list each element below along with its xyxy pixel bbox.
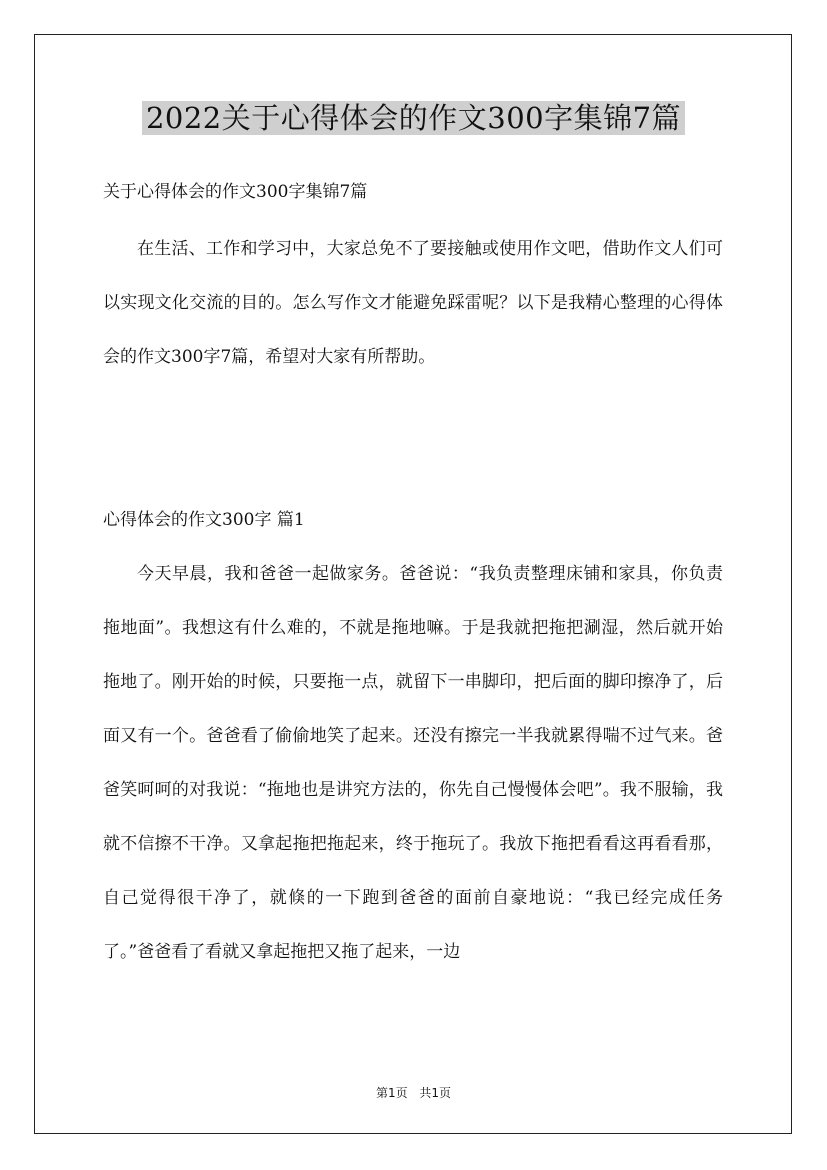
document-title: 2022关于心得体会的作文300字集锦7篇 [142, 101, 685, 135]
page-footer [0, 1085, 827, 1101]
section-heading: 心得体会的作文300字 篇1 [103, 510, 305, 530]
document-subtitle: 关于心得体会的作文300字集锦7篇 [103, 182, 368, 202]
intro-paragraph: 在生活、工作和学习中，大家总免不了要接触或使用作文吧，借助作文人们可以实现文化交流的目的。怎么写作文才能避免踩雷呢？以下是我精心整理的心得体会的作文300字7篇，希望对大家有所帮助。 [103, 239, 723, 367]
page-total: 共1页 [419, 1086, 452, 1100]
document-title-container [0, 96, 827, 140]
section-paragraph: 今天早晨，我和爸爸一起做家务。爸爸说：“我负责整理床铺和家具，你负责拖地面”。我想这有什么难的，不就是拖地嘛。于是我就把拖把涮湿，然后就开始拖地了。刚开始的时候，只要拖一点，就留下一串脚印，把后面的脚印擦净了，后面又有一个。爸爸看了偷偷地笑了起来。还没有擦完一半我就累得喘不过气来。爸爸笑呵呵的对我说：“拖地也是讲究方法的，你先自己慢慢体会吧”。我不服输，我就不信擦不干净。又拿起拖把拖起来，终于拖玩了。我放下拖把看看这再看看那，自己觉得很干净了，就倏的一下跑到爸爸的面前自豪地说：“我已经完成任务了。”爸爸看了看就又拿起拖把又拖了起来，一边 [103, 564, 723, 962]
page-number: 第1页 [375, 1086, 408, 1100]
